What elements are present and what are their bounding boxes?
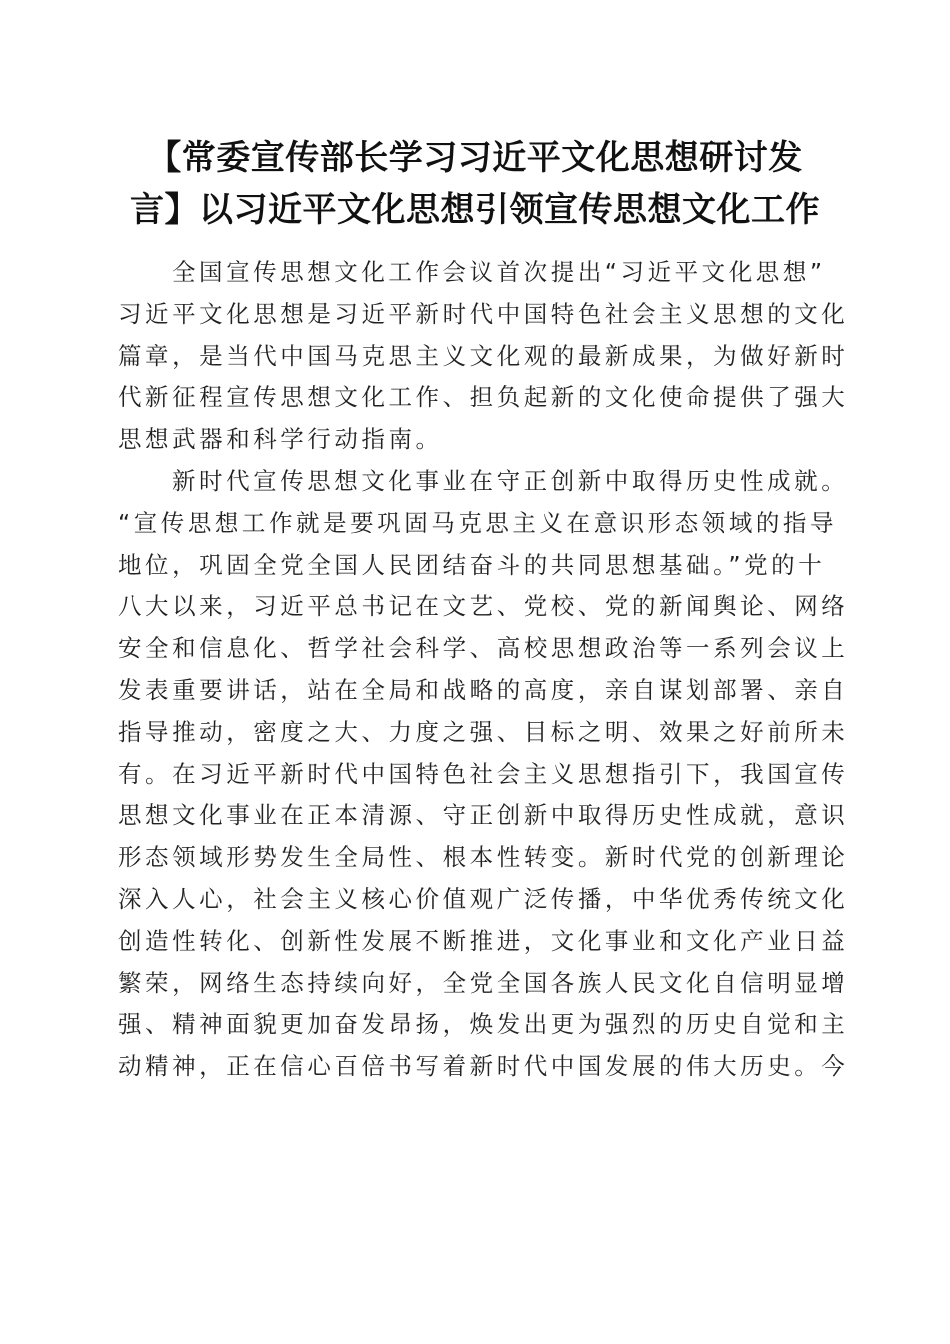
text-line: 篇章，是当代中国马克思主义文化观的最新成果，为做好新时 [118,341,849,370]
text-line: 发表重要讲话，站在全局和战略的高度，亲自谋划部署、亲自 [118,675,849,704]
text-line: 新时代宣传思想文化事业在守正创新中取得历史性成就。 [172,466,849,495]
text-line: 代新征程宣传思想文化工作、担负起新的文化使命提供了强大 [118,383,849,412]
text-line: 有。在习近平新时代中国特色社会主义思想指引下，我国宣传 [118,759,849,788]
title-line-1: 【常委宣传部长学习习近平文化思想研讨发 [147,138,803,178]
text-line: 安全和信息化、哲学社会科学、高校思想政治等一系列会议上 [118,634,849,663]
text-line: 繁荣，网络生态持续向好，全党全国各族人民文化自信明显增 [118,968,849,997]
text-line: 指导推动，密度之大、力度之强、目标之明、效果之好前所未 [118,717,849,746]
text-line: 习近平文化思想是习近平新时代中国特色社会主义思想的文化 [118,299,849,328]
text-line: 思想文化事业在正本清源、守正创新中取得历史性成就，意识 [118,801,849,830]
title-line-2: 言】以习近平文化思想引领宣传思想文化工作 [130,190,820,230]
document-title [118,132,832,236]
document-body [118,252,849,1088]
paragraph-2 [118,461,849,1088]
text-line: 动精神，正在信心百倍书写着新时代中国发展的伟大历史。今 [118,1052,849,1081]
text-line: 深入人心，社会主义核心价值观广泛传播，中华优秀传统文化 [118,884,849,913]
text-line: 全国宣传思想文化工作会议首次提出“习近平文化思想” [172,258,826,286]
text-line: 地位，巩固全党全国人民团结奋斗的共同思想基础。”党的十 [118,550,826,579]
text-line: 形态领域形势发生全局性、根本性转变。新时代党的创新理论 [118,843,849,872]
text-line: 强、精神面貌更加奋发昂扬，焕发出更为强烈的历史自觉和主 [118,1010,849,1039]
paragraph-1 [118,252,849,461]
text-line: 创造性转化、创新性发展不断推进，文化事业和文化产业日益 [118,926,849,955]
text-line: 思想武器和科学行动指南。 [118,425,443,454]
text-line: 八大以来，习近平总书记在文艺、党校、党的新闻舆论、网络 [118,592,849,621]
text-line: “宣传思想工作就是要巩固马克思主义在意识形态领域的指导 [118,508,838,537]
